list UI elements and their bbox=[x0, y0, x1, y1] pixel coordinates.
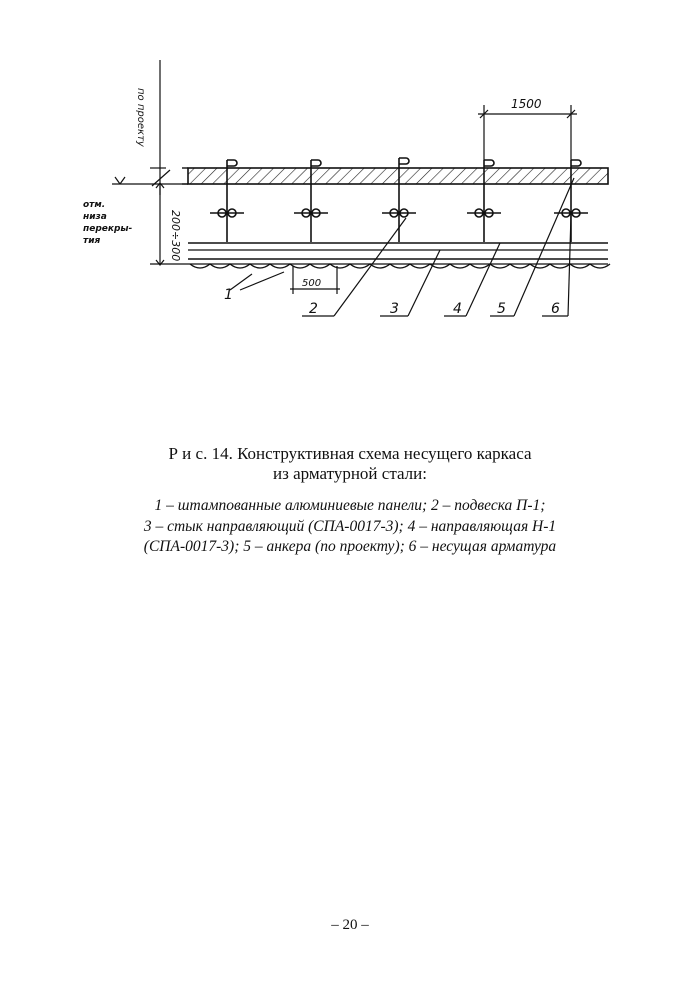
figure-caption-line-2: из арматурной стали: bbox=[273, 464, 427, 483]
figure-legend bbox=[80, 496, 620, 558]
label-height-range: 200÷300 bbox=[169, 210, 182, 262]
callout-2: 2 bbox=[309, 301, 318, 317]
legend-line-1: 1 – штампованные алюминиевые панели; 2 – подвеска П-1; bbox=[154, 497, 546, 514]
legend-line-2: 3 – стык направляющий (СПА-0017-3); 4 – направляющая Н-1 bbox=[143, 517, 557, 535]
label-span-500: 500 bbox=[302, 278, 322, 289]
callout-1: 1 bbox=[224, 287, 233, 303]
label-mark-1: отм. bbox=[83, 200, 106, 210]
figure-caption-line-1: Р и с. 14. Конструктивная схема несущего каркаса bbox=[168, 444, 532, 463]
dimension-1500 bbox=[478, 105, 577, 160]
concrete-slab bbox=[182, 168, 608, 184]
callout-3: 3 bbox=[390, 301, 399, 317]
label-by-design: по проекту bbox=[135, 88, 146, 147]
label-mark-4: тия bbox=[83, 236, 101, 246]
callout-5: 5 bbox=[497, 301, 506, 317]
technical-drawing bbox=[0, 0, 700, 340]
callout-4: 4 bbox=[453, 301, 462, 317]
label-mark-3: перекры- bbox=[83, 224, 133, 234]
page-number: – 20 – bbox=[331, 917, 369, 933]
label-mark-2: низа bbox=[83, 212, 107, 222]
legend-line-3: (СПА-0017-3); 5 – анкера (по проекту); 6 – несущая арматура bbox=[143, 538, 557, 555]
callout-6: 6 bbox=[551, 301, 560, 317]
leader-lines bbox=[230, 178, 574, 316]
label-span-1500: 1500 bbox=[511, 97, 542, 111]
aluminium-panels bbox=[188, 264, 610, 268]
